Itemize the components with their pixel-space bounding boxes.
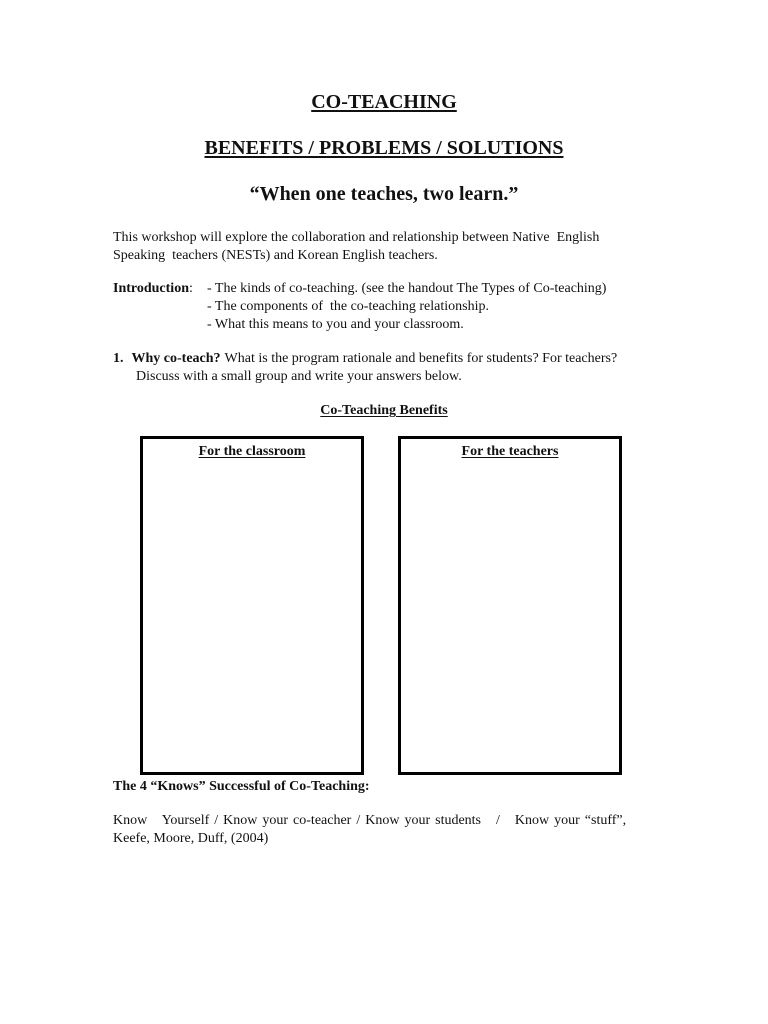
intro-paragraph-line: This workshop will explore the collaboration and relationship between Native English: [113, 230, 600, 245]
question-line: [113, 350, 617, 368]
answer-box-heading: For the classroom: [198, 444, 306, 459]
question-text: What is the program rationale and benefits for students? For teachers?: [224, 351, 618, 366]
introduction-item: - The kinds of co-teaching. (see the handout The Types of Co-teaching): [207, 281, 607, 296]
question-instruction: Discuss with a small group and write your answers below.: [136, 369, 462, 384]
answer-box-classroom: [140, 436, 364, 775]
answer-box-teachers: [398, 436, 622, 775]
introduction-label: Introduction: [113, 281, 189, 296]
knows-text-line: Know Yourself / Know your co-teacher / Know your students / Know your “stuff”,: [113, 813, 627, 828]
introduction-item: - The components of the co-teaching relationship.: [207, 299, 489, 314]
question-number: 1.: [113, 351, 124, 366]
introduction-heading: [113, 280, 193, 298]
question-heading: Why co-teach?: [131, 351, 221, 366]
page-subtitle: BENEFITS / PROBLEMS / SOLUTIONS: [204, 137, 564, 159]
quote: “When one teaches, two learn.”: [249, 183, 519, 205]
benefits-heading: Co-Teaching Benefits: [320, 403, 448, 418]
citation: Keefe, Moore, Duff, (2004): [113, 831, 269, 846]
answer-box-heading: For the teachers: [461, 444, 559, 459]
introduction-colon: :: [188, 281, 193, 296]
introduction-item: - What this means to you and your classroom.: [207, 317, 464, 332]
knows-heading: The 4 “Knows” Successful of Co-Teaching:: [113, 779, 370, 794]
intro-paragraph-line: Speaking teachers (NESTs) and Korean English teachers.: [113, 248, 438, 263]
page-title: CO-TEACHING: [311, 91, 457, 113]
